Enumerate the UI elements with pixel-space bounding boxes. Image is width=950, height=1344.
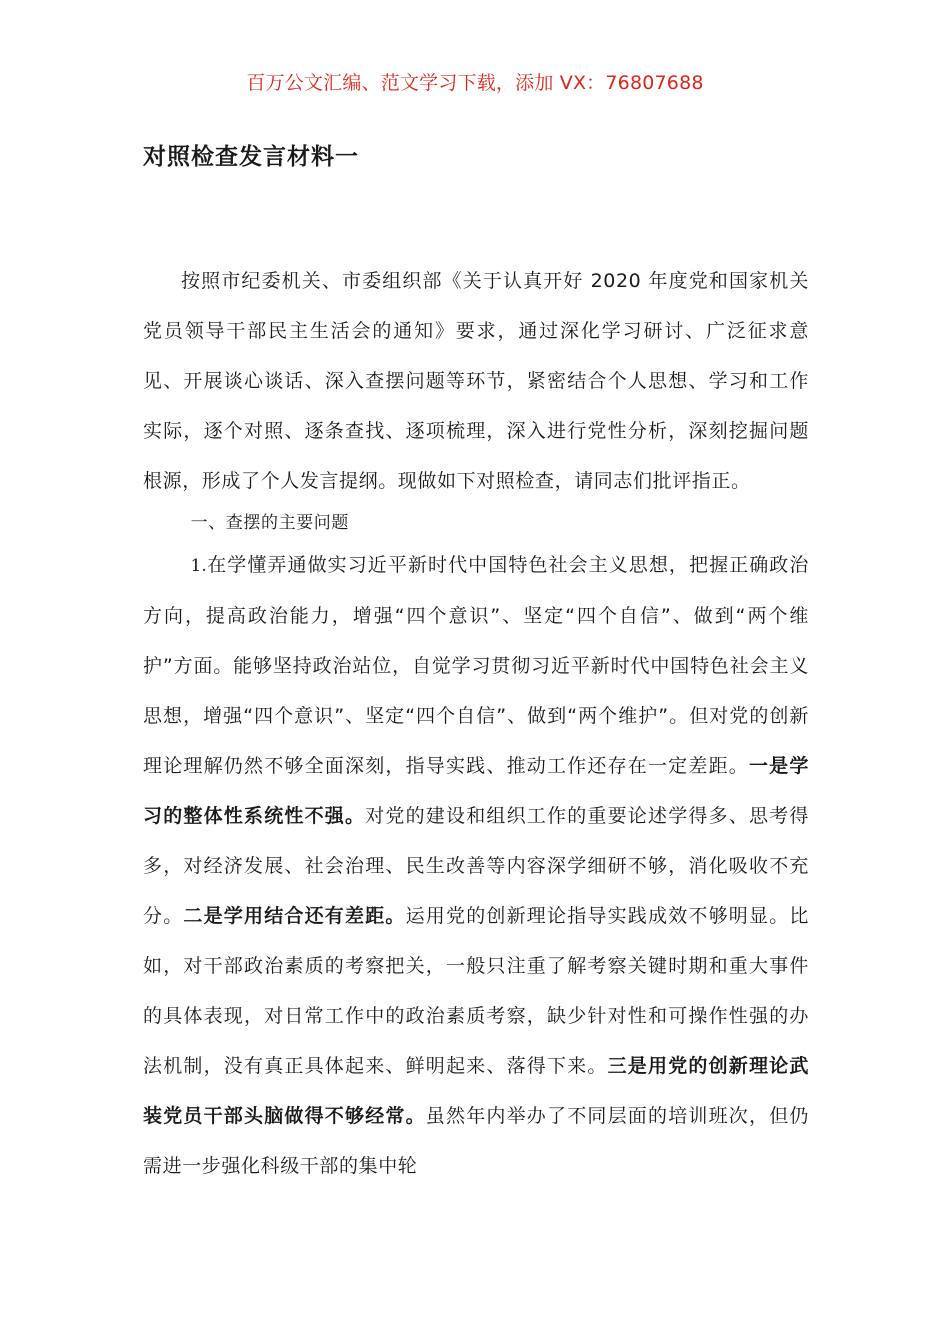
section-heading: 一、查摆的主要问题 xyxy=(190,513,349,533)
header-banner: 百万公文汇编、范文学习下载，添加 VX：76807688 xyxy=(246,72,704,94)
item-paragraph xyxy=(143,540,809,1191)
item-text-b: 对党的建设和组织工作的重要论述学得多、思考得多，对经济发展、社会治理、民生改善等内容深学细研不够，消化吸收不充分。 xyxy=(143,805,809,927)
item-bold-point-2: 二是学用结合还有差距。 xyxy=(183,905,406,927)
document-body xyxy=(143,256,809,1191)
item-bold-point-3: 三是用党的创新理论武装党员干部头脑做得不够经常。 xyxy=(143,1055,809,1127)
item-text-d: 虽然年内举办了不同层面的培训班次，但仍需进一步强化科级干部的集中轮 xyxy=(143,1105,809,1177)
intro-paragraph: 按照市纪委机关、市委组织部《关于认真开好 2020 年度党和国家机关党员领导干部民主生活会的通知》要求，通过深化学习研讨、广泛征求意见、开展谈心谈话、深入查摆问题等环节，紧密结合个人思想、学习和工作实际，逐个对照、逐条查找、逐项梳理，深入进行党性分析，深刻挖掘问题根源，形成了个人发言提纲。现做如下对照检查，请同志们批评指正。 xyxy=(143,270,809,492)
item-text-a: 在学懂弄通做实习近平新时代中国特色社会主义思想，把握正确政治方向，提高政治能力，增强“四个意识”、坚定“四个自信”、做到“两个维护”方面。能够坚持政治站位，自觉学习贯彻习近平新时代中国特色社会主义思想，增强“四个意识”、坚定“四个自信”、做到“两个维护”。但对党的创新理论理解仍然不够全面深刻，指导实践、推动工作还存在一定差距。 xyxy=(143,554,809,777)
item-text-c: 运用党的创新理论指导实践成效不够明显。比如，对干部政治素质的考察把关，一般只注重了解考察关键时期和重大事件的具体表现，对日常工作中的政治素质考察，缺少针对性和可操作性强的办法机制，没有真正具体起来、鲜明起来、落得下来。 xyxy=(143,905,809,1077)
item-number: 1. xyxy=(190,556,207,576)
document-title: 对照检查发言材料一 xyxy=(143,143,359,170)
item-bold-point-1: 一是学习的整体性系统性不强。 xyxy=(143,755,809,827)
